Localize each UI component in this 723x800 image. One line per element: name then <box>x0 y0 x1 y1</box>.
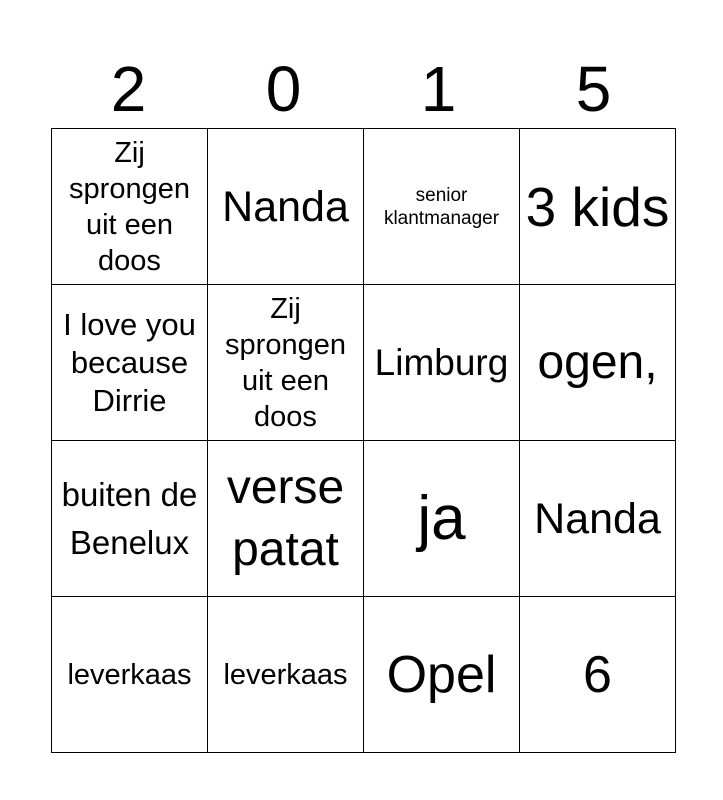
header-digit: 5 <box>575 53 612 125</box>
bingo-cell[interactable]: Nanda <box>208 129 364 285</box>
bingo-cell[interactable]: leverkaas <box>208 597 364 753</box>
bingo-cell[interactable]: I love you because Dirrie <box>52 285 208 441</box>
bingo-cell[interactable]: ja <box>364 441 520 597</box>
bingo-header <box>51 50 671 128</box>
bingo-cell[interactable]: senior klantmanager <box>364 129 520 285</box>
bingo-cell[interactable]: buiten de Benelux <box>52 441 208 597</box>
bingo-cell[interactable]: verse patat <box>208 441 364 597</box>
bingo-cell[interactable]: ogen, <box>520 285 676 441</box>
bingo-row <box>52 597 676 753</box>
bingo-row <box>52 285 676 441</box>
bingo-cell[interactable]: 6 <box>520 597 676 753</box>
bingo-cell[interactable]: Zij sprongen uit een doos <box>208 285 364 441</box>
header-digit: 0 <box>265 53 302 125</box>
bingo-cell[interactable]: Nanda <box>520 441 676 597</box>
bingo-row <box>52 441 676 597</box>
bingo-cell[interactable]: leverkaas <box>52 597 208 753</box>
bingo-row <box>52 129 676 285</box>
header-digit: 2 <box>110 53 147 125</box>
bingo-cell[interactable]: Zij sprongen uit een doos <box>52 129 208 285</box>
bingo-cell[interactable]: Opel <box>364 597 520 753</box>
bingo-cell[interactable]: Limburg <box>364 285 520 441</box>
bingo-card-grid <box>51 128 676 753</box>
header-digit: 1 <box>420 53 457 125</box>
bingo-cell[interactable]: 3 kids <box>520 129 676 285</box>
